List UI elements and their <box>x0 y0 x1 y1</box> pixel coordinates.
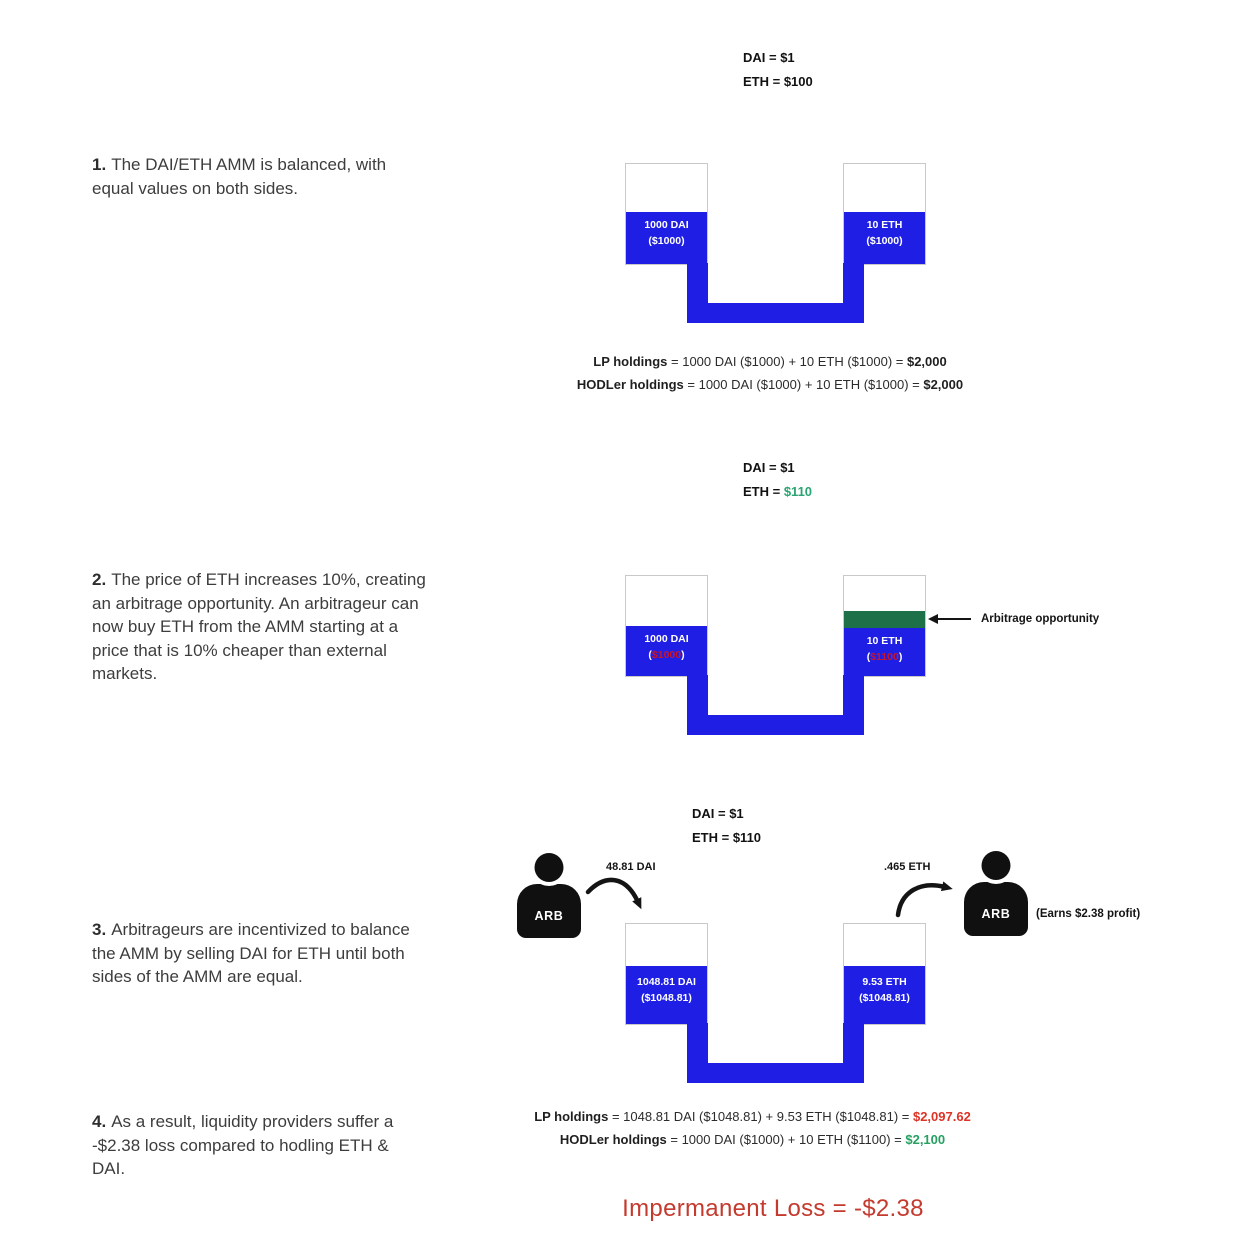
paren-close: ) <box>898 651 903 663</box>
lp-holdings-body: = 1000 DAI ($1000) + 10 ETH ($1000) = <box>667 354 907 369</box>
step-4-text: As a result, liquidity providers suffer a -$2.38 loss compared to hodling ETH & DAI. <box>92 1112 394 1178</box>
lp-holdings-label: LP holdings <box>534 1109 609 1124</box>
curved-arrow-down-right-icon <box>580 874 664 926</box>
hodler-holdings-label: HODLer holdings <box>576 377 684 392</box>
eth-pool-container <box>843 575 926 677</box>
hodler-holdings-line <box>400 373 1140 396</box>
eth-pool-fill <box>844 966 925 1024</box>
eth-price-label <box>743 70 813 94</box>
hodler-holdings-total: $2,000 <box>923 377 964 392</box>
paren-open: ( <box>648 649 652 661</box>
step-2-text: The price of ETH increases 10%, creating an arbitrage opportunity. An arbitrageur can now buy ETH from the AMM starting at a price that is 10% cheaper than external markets. <box>92 570 426 683</box>
person-body <box>517 884 581 938</box>
hodler-holdings-line <box>380 1128 1125 1151</box>
hodler-holdings-body: = 1000 DAI ($1000) + 10 ETH ($1000) = <box>683 377 924 392</box>
tube-bottom <box>687 715 864 735</box>
paren-close: ) <box>681 649 685 661</box>
eth-pool-container <box>843 163 926 265</box>
dai-usd-label: ($1048.81) <box>641 992 692 1004</box>
eth-price-prefix: ETH = <box>692 830 733 845</box>
amm-pool-diagram-1 <box>625 163 925 323</box>
eth-flow-label: .465 ETH <box>884 861 931 873</box>
step-4-number: 4. <box>92 1112 107 1131</box>
eth-pool-container <box>843 923 926 1025</box>
dai-usd-label <box>626 649 707 661</box>
step-1-text: The DAI/ETH AMM is balanced, with equal values on both sides. <box>92 155 387 198</box>
step-3-number: 3. <box>92 920 107 939</box>
step-3-text: Arbitrageurs are incentivized to balance the AMM by selling DAI for ETH until both sides of the AMM are equal. <box>92 920 410 986</box>
dai-pool-fill <box>626 212 707 264</box>
arbitrageur-right-icon <box>964 851 1028 937</box>
eth-price-value: $110 <box>732 830 762 845</box>
dai-price-label: DAI = $1 <box>743 460 795 475</box>
arb-label: ARB <box>981 907 1011 921</box>
eth-price-value: $100 <box>783 74 813 89</box>
person-head <box>982 851 1011 880</box>
dai-amount-label: 1000 DAI <box>644 219 689 231</box>
eth-amount-label: 9.53 ETH <box>862 976 907 988</box>
arrow-tail-line <box>938 618 971 621</box>
eth-pool-fill <box>844 212 925 264</box>
lp-holdings-label: LP holdings <box>593 354 668 369</box>
dai-pool-fill <box>626 626 707 676</box>
tube-bottom <box>687 303 864 323</box>
dai-pool-container <box>625 163 708 265</box>
dai-amount-label: 1000 DAI <box>644 633 689 645</box>
hodler-holdings-label: HODLer holdings <box>559 1132 667 1147</box>
tube-bottom <box>687 1063 864 1083</box>
step-2-number: 2. <box>92 570 107 589</box>
dai-pool-fill <box>626 966 707 1024</box>
holdings-final <box>380 1105 1125 1151</box>
hodler-holdings-total: $2,100 <box>905 1132 946 1147</box>
eth-usd-label: ($1000) <box>866 235 903 247</box>
dai-flow-label: 48.81 DAI <box>606 861 656 873</box>
lp-holdings-line <box>400 350 1140 373</box>
eth-price-label <box>692 826 761 850</box>
lp-holdings-body: = 1048.81 DAI ($1048.81) + 9.53 ETH ($1048.81) = <box>608 1109 913 1124</box>
eth-price-value: $110 <box>783 484 813 499</box>
eth-usd-value: $1100 <box>870 651 899 663</box>
impermanent-loss-result: Impermanent Loss = -$2.38 <box>622 1195 924 1222</box>
arbitrage-annotation <box>928 611 1099 627</box>
arbitrage-gap-band <box>844 611 925 628</box>
dai-pool-container <box>625 575 708 677</box>
person-body <box>964 882 1028 936</box>
step-2 <box>92 568 437 686</box>
dai-amount-label: 1048.81 DAI <box>637 976 696 988</box>
lp-holdings-total: $2,000 <box>906 354 947 369</box>
price-header-2 <box>743 456 812 504</box>
dai-usd-label: ($1000) <box>648 235 685 247</box>
arrow-left-icon <box>928 614 938 624</box>
price-header-3 <box>692 802 761 850</box>
eth-amount-label: 10 ETH <box>866 635 903 647</box>
dai-price-label: DAI = $1 <box>743 50 795 65</box>
eth-price-prefix: ETH = <box>743 74 784 89</box>
lp-holdings-line <box>380 1105 1125 1128</box>
lp-holdings-total: $2,097.62 <box>912 1109 971 1124</box>
dai-pool-container <box>625 923 708 1025</box>
amm-pool-diagram-3 <box>625 923 925 1083</box>
dai-usd-value: $1000 <box>651 649 682 661</box>
paren-open: ( <box>866 651 871 663</box>
curved-arrow-up-right-icon <box>891 878 971 922</box>
step-4 <box>92 1110 422 1181</box>
step-1-number: 1. <box>92 155 107 174</box>
arbitrageur-left-icon <box>517 853 581 939</box>
step-3 <box>92 918 437 989</box>
amm-pool-diagram-2 <box>625 575 925 735</box>
arb-label: ARB <box>534 909 564 923</box>
price-header-1 <box>743 46 813 94</box>
person-head <box>535 853 564 882</box>
eth-pool-fill <box>844 628 925 676</box>
hodler-holdings-body: = 1000 DAI ($1000) + 10 ETH ($1100) = <box>666 1132 906 1147</box>
eth-usd-label <box>844 651 925 663</box>
dai-price-label: DAI = $1 <box>692 806 744 821</box>
arbitrage-annotation-label: Arbitrage opportunity <box>981 613 1100 625</box>
eth-price-prefix: ETH = <box>743 484 784 499</box>
eth-amount-label: 10 ETH <box>866 219 903 231</box>
eth-usd-label: ($1048.81) <box>859 992 910 1004</box>
profit-note: (Earns $2.38 profit) <box>1036 908 1141 920</box>
holdings-initial <box>400 350 1140 396</box>
eth-price-label <box>743 480 812 504</box>
step-1 <box>92 153 422 200</box>
